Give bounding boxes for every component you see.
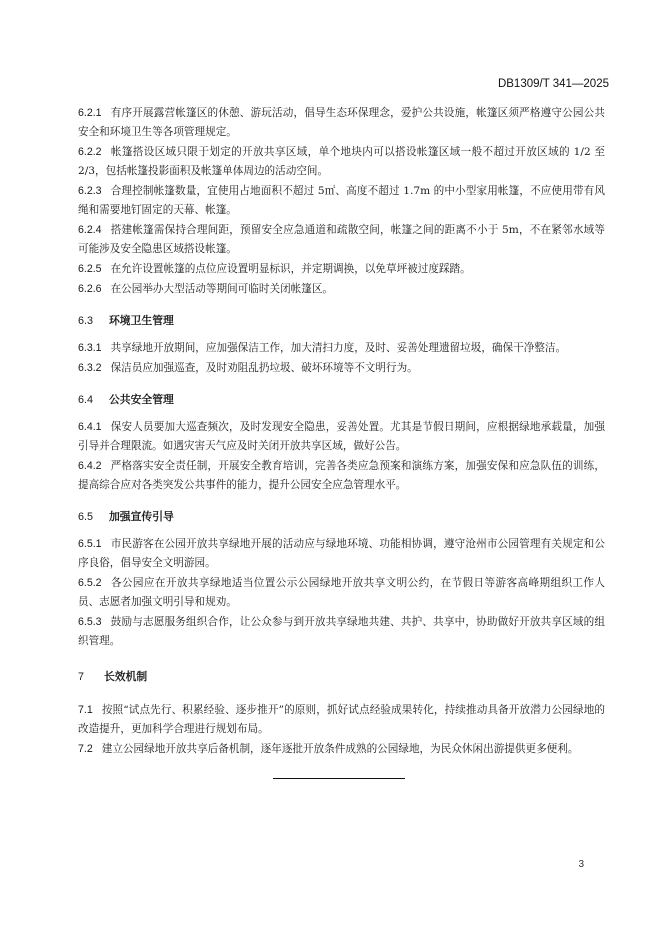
clause-text: 各公园应在开放共享绿地适当位置公示公园绿地开放共享文明公约，在节假日等游客高峰期组织工作人员、志愿者加强文明引导和规劝。	[78, 577, 605, 608]
clause-text: 建立公园绿地开放共享后备机制，逐年逐批开放条件成熟的公园绿地，为民众休闲出游提供更多便利。	[101, 743, 579, 755]
clause-paragraph	[78, 182, 605, 220]
clause-text: 市民游客在公园开放共享绿地开展的活动应与绿地环境、功能相协调，遵守沧州市公园管理有关规定和公序良俗，倡导安全文明游园。	[78, 538, 605, 569]
heading-text: 长效机制	[104, 670, 148, 683]
clause-text: 鼓励与志愿服务组织合作，让公众参与到开放共享绿地共建、共护、共享中，协助做好开放共享区域的组织管理。	[78, 616, 605, 647]
clause-paragraph	[78, 613, 605, 651]
clause-paragraph	[78, 418, 605, 456]
clause-paragraph	[78, 339, 605, 358]
clause-number: 6.2.1	[78, 107, 102, 119]
clause-number: 6.5	[78, 511, 94, 523]
clause-number: 6.4.2	[78, 460, 102, 472]
clause-number: 7	[78, 671, 85, 683]
clause-number: 6.5.2	[78, 577, 102, 589]
clause-text: 共享绿地开放期间，应加强保洁工作，加大清扫力度，及时、妥善处理遗留垃圾，确保干净整洁。	[110, 342, 567, 354]
clause-paragraph	[78, 104, 605, 142]
clause-paragraph	[78, 221, 605, 259]
clause-number: 6.2.3	[78, 185, 102, 197]
clause-text: 有序开展露营帐篷区的休憩、游玩活动，倡导生态环保理念，爱护公共设施，帐篷区须严格遵守公园公共安全和环境卫生等各项管理规定。	[78, 107, 605, 138]
clause-number: 6.4.1	[78, 421, 102, 433]
clause-number: 6.2.2	[78, 146, 102, 158]
clause-text: 保洁员应加强巡查，及时劝阻乱扔垃圾、破坏环境等不文明行为。	[110, 362, 418, 374]
end-rule	[273, 778, 405, 779]
heading-text: 公共安全管理	[109, 393, 174, 406]
clause-number: 7.2	[78, 743, 93, 755]
clause-paragraph	[78, 701, 605, 739]
clause-number: 6.4	[78, 394, 94, 406]
clause-text: 按照“试点先行、积累经验、逐步推开”的原则，抓好试点经验成果转化，持续推动具备开放潜力公园绿地的改造提升，更加科学合理进行规划布局。	[78, 704, 605, 735]
heading-text: 环境卫生管理	[109, 314, 174, 327]
clause-paragraph	[78, 260, 605, 279]
document-code: DB1309/T 341—2025	[497, 78, 609, 90]
clause-paragraph	[78, 740, 605, 759]
clause-text: 严格落实安全责任制，开展安全教育培训，完善各类应急预案和演练方案，加强安保和应急队伍的训练，提高综合应对各类突发公共事件的能力，提升公园安全应急管理水平。	[78, 460, 605, 491]
clause-number: 6.3.1	[78, 342, 102, 354]
clause-number: 6.5.3	[78, 616, 102, 628]
page-number: 3	[578, 859, 584, 870]
chapter-heading	[78, 667, 605, 687]
clause-number: 6.2.4	[78, 224, 102, 236]
clause-text: 搭建帐篷需保持合理间距，预留安全应急通道和疏散空间，帐篷之间的距离不小于 5m，不在紧邻水域等可能涉及安全隐患区域搭设帐篷。	[78, 224, 605, 255]
document-body	[78, 104, 605, 760]
clause-paragraph	[78, 143, 605, 181]
clause-text: 帐篷搭设区域只限于划定的开放共享区域，单个地块内可以搭设帐篷区域一般不超过开放区域的 1/2 至 2/3，包括帐篷投影面积及帐篷单体周边的活动空间。	[78, 146, 605, 177]
clause-paragraph	[78, 280, 605, 299]
section-heading	[78, 390, 605, 410]
section-heading	[78, 507, 605, 527]
clause-number: 7.1	[78, 704, 93, 716]
clause-number: 6.3	[78, 315, 94, 327]
section-heading	[78, 311, 605, 331]
clause-paragraph	[78, 574, 605, 612]
clause-paragraph	[78, 457, 605, 495]
clause-number: 6.3.2	[78, 362, 102, 374]
clause-number: 6.2.5	[78, 263, 102, 275]
heading-text: 加强宣传引导	[109, 510, 174, 523]
clause-text: 保安人员要加大巡查频次，及时发现安全隐患，妥善处置。尤其是节假日期间，应根据绿地承载量，加强引导并合理限流。如遇灾害天气应及时关闭开放共享区域，做好公告。	[78, 421, 605, 452]
clause-paragraph	[78, 359, 605, 378]
clause-text: 合理控制帐篷数量，宜使用占地面积不超过 5㎡、高度不超过 1.7m 的中小型家用帐篷，不应使用带有风绳和需要地钉固定的天幕、帐篷。	[78, 185, 605, 216]
clause-number: 6.5.1	[78, 538, 102, 550]
clause-text: 在公园举办大型活动等期间可临时关闭帐篷区。	[110, 283, 334, 295]
clause-number: 6.2.6	[78, 283, 102, 295]
clause-text: 在允许设置帐篷的点位应设置明显标识，并定期调换，以免草坪被过度踩踏。	[110, 263, 471, 275]
clause-paragraph	[78, 535, 605, 573]
